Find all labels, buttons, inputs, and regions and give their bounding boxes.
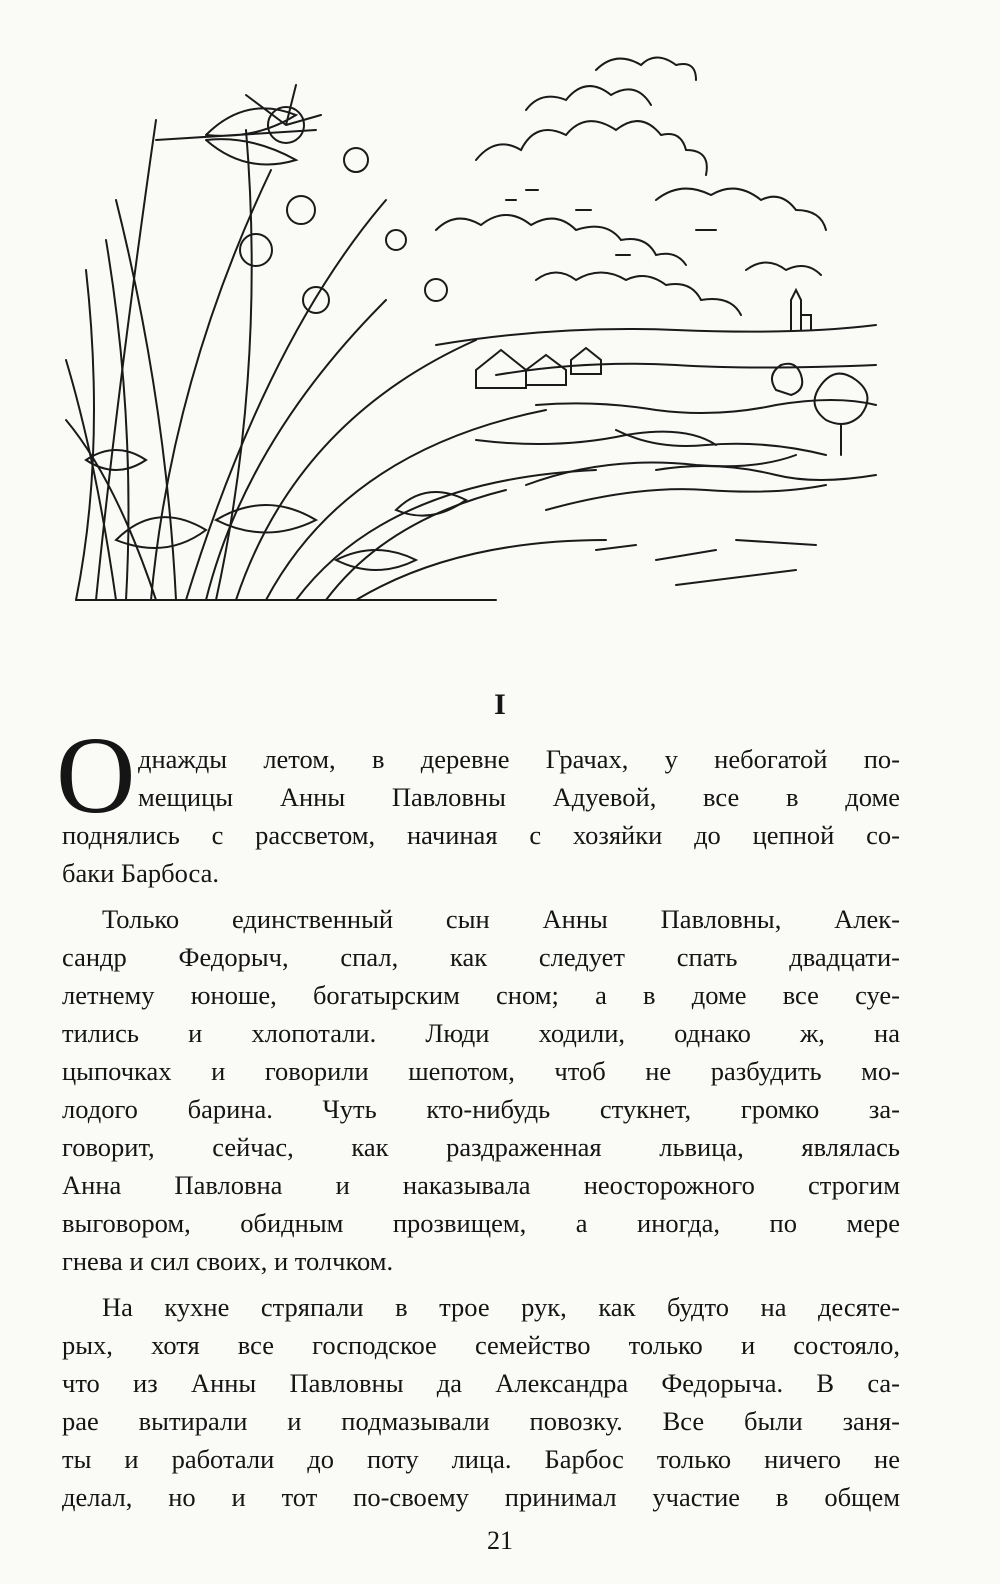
text-line: мещицы Анны Павловны Адуевой, все в доме — [138, 782, 900, 812]
text-line: делал, но и тот по-своему принимал участие в общем — [62, 1482, 900, 1512]
text-line: ты и работали до поту лица. Барбос только ничего не — [62, 1444, 900, 1474]
text-line: цыпочках и говорили шепотом, чтоб не разбудить мо- — [62, 1056, 900, 1086]
text-line: выговором, обидным прозвищем, а иногда, по мере — [62, 1208, 900, 1238]
text-line: что из Анны Павловны да Александра Федорыча. В са- — [62, 1368, 900, 1398]
fields-drawing — [436, 290, 876, 585]
page-number: 21 — [487, 1526, 513, 1555]
text-line: поднялись с рассветом, начиная с хозяйки до цепной со- — [62, 820, 900, 850]
body-text — [62, 740, 900, 1516]
text-line: лодого барина. Чуть кто-нибудь стукнет, громко за- — [62, 1094, 900, 1124]
paragraph-3 — [62, 1288, 900, 1516]
text-line: Анна Павловна и наказывала неосторожного строгим — [62, 1170, 900, 1200]
text-line: тились и хлопотали. Люди ходили, однако ж, на — [62, 1018, 900, 1048]
text-line: летнему юноше, богатырским сном; а в доме все суе- — [62, 980, 900, 1010]
paragraph-2 — [62, 900, 900, 1280]
text-line: гнева и сил своих, и толчком. — [62, 1246, 394, 1276]
text-line: днажды летом, в деревне Грачах, у небогатой по- — [138, 744, 900, 774]
text-line: Только единственный сын Анны Павловны, Алек- — [102, 904, 900, 934]
text-line: рых, хотя все господское семейство только и состояло, — [62, 1330, 900, 1360]
text-line: говорит, сейчас, как раздраженная львица, являлась — [62, 1132, 900, 1162]
text-line: сандр Федорыч, спал, как следует спать двадцати- — [62, 942, 900, 972]
clouds-drawing — [436, 58, 826, 316]
grass-drawing — [66, 85, 606, 600]
paragraph-1 — [62, 740, 900, 892]
chapter-heading: I — [494, 688, 506, 721]
landscape-illustration — [56, 40, 886, 610]
drop-cap-letter: О — [56, 714, 136, 836]
text-line: рае вытирали и подмазывали повозку. Все были заня- — [62, 1406, 900, 1436]
text-line: баки Барбоса. — [62, 858, 220, 888]
text-line: На кухне стряпали в трое рук, как будто на десяте- — [102, 1292, 900, 1322]
